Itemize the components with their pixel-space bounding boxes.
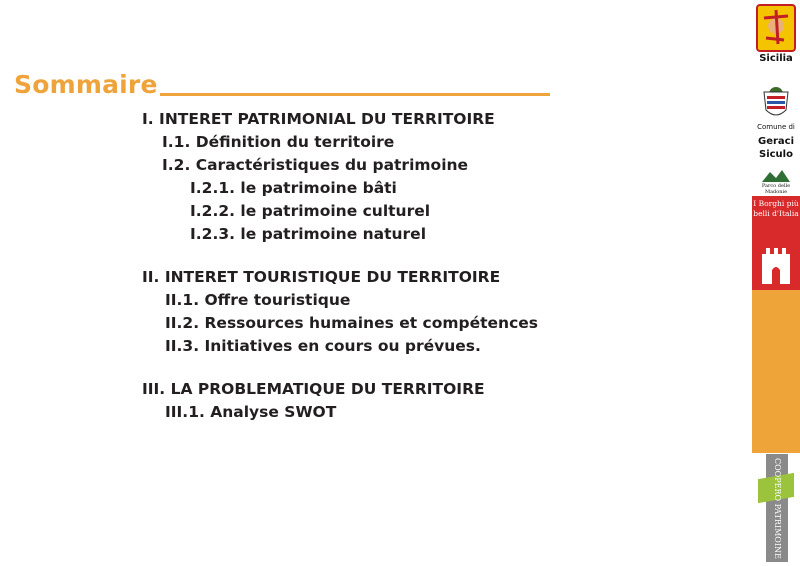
sicilia-emblem-icon	[756, 4, 796, 52]
toc-item: III. LA PROBLEMATIQUE DU TERRITOIRE	[142, 380, 485, 398]
toc-item: I.2.2. le patrimoine culturel	[190, 202, 431, 220]
toc-item: I.2.3. le patrimoine naturel	[190, 225, 427, 243]
sidebar-logos	[752, 0, 800, 566]
toc-item: III.1. Analyse SWOT	[165, 403, 337, 421]
parco-label: Parco delle Madonie	[761, 183, 791, 195]
toc-item: I. INTERET PATRIMONIAL DU TERRITOIRE	[142, 110, 495, 128]
sicilia-label: Sicilia	[759, 53, 793, 64]
comune-label: Comune di	[757, 123, 795, 131]
geraci-coat-of-arms-icon	[756, 80, 796, 120]
parco-madonie-logo-icon	[756, 168, 796, 184]
toc-item: II. INTERET TOURISTIQUE DU TERRITOIRE	[142, 268, 501, 286]
toc-item: I.2.1. le patrimoine bâti	[190, 179, 397, 197]
orange-band	[752, 290, 800, 453]
borghi-label: I Borghi più belli d'Italia	[753, 199, 799, 218]
borghi-badge	[752, 196, 800, 290]
page-title: Sommaire	[14, 70, 158, 99]
toc-item: I.2. Caractéristiques du patrimoine	[162, 156, 469, 174]
castle-tower-icon	[760, 240, 792, 286]
toc-item: I.1. Définition du territoire	[162, 133, 395, 151]
toc-item: II.3. Initiatives en cours ou prévues.	[165, 337, 481, 355]
cooper-label: COOPERO PATRIMOINE	[773, 457, 782, 559]
toc-item: II.1. Offre touristique	[165, 291, 351, 309]
geraci-label: Geraci Siculo	[757, 136, 795, 160]
toc-item: II.2. Ressources humaines et compétences	[165, 314, 538, 332]
